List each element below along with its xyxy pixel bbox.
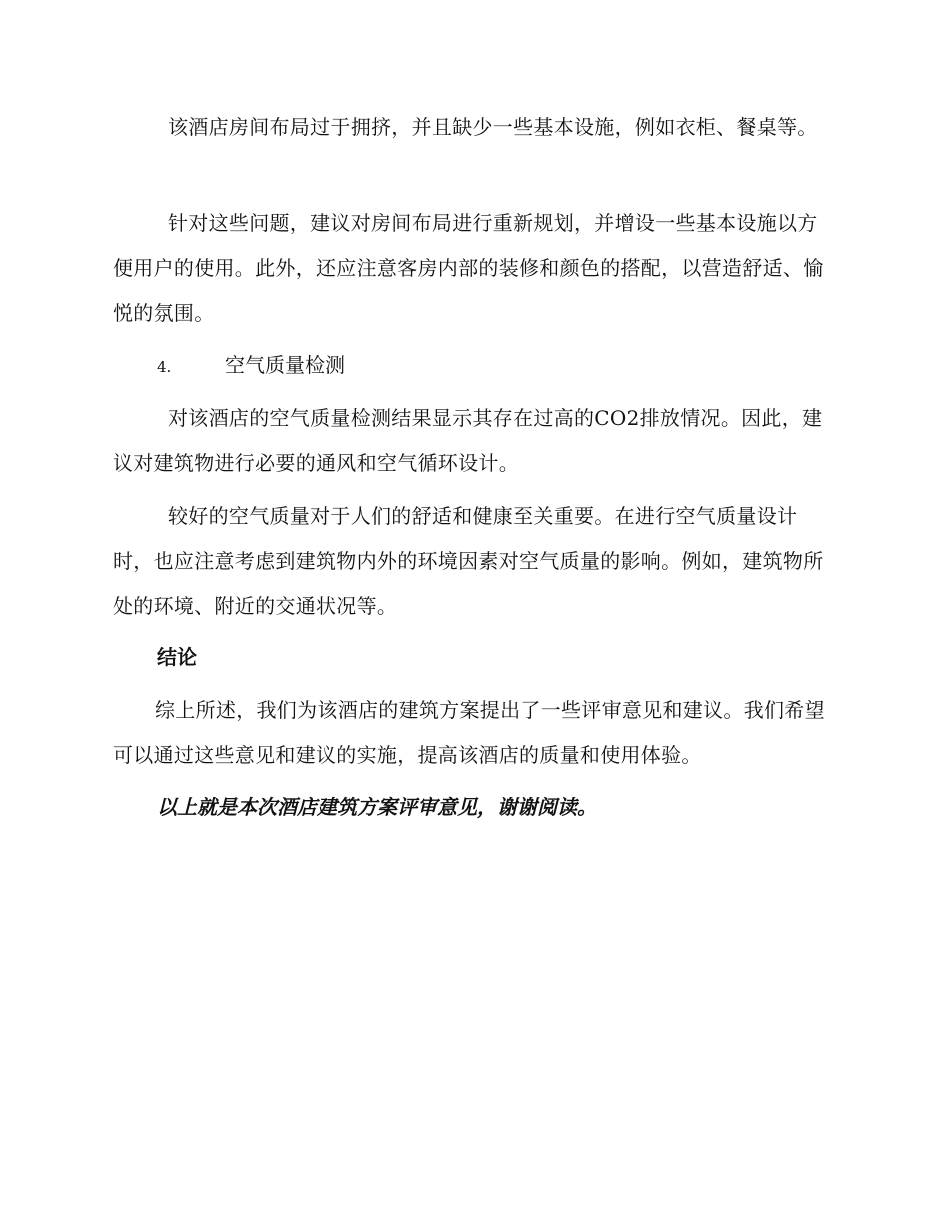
section-number: 4. (157, 358, 172, 376)
closing-line: 以上就是本次酒店建筑方案评审意见，谢谢阅读。 (157, 795, 597, 819)
conclusion-heading: 结论 (157, 645, 197, 669)
paragraph-air-test-result: 对该酒店的空气质量检测结果显示其存在过高的CO2排放情况。因此，建议对建筑物进行必要的通风和空气循环设计。 (113, 406, 823, 475)
paragraph-conclusion: 综上所述，我们为该酒店的建筑方案提出了一些评审意见和建议。我们希望可以通过这些意见和建议的实施，提高该酒店的质量和使用体验。 (113, 698, 825, 767)
paragraph-layout-suggestion: 针对这些问题，建议对房间布局进行重新规划，并增设一些基本设施以方便用户的使用。此外，还应注意客房内部的装修和颜色的搭配，以营造舒适、愉悦的氛围。 (113, 211, 824, 325)
paragraph-room-layout: 该酒店房间布局过于拥挤，并且缺少一些基本设施，例如衣柜、餐桌等。 (168, 115, 818, 139)
section-heading-air-quality (157, 345, 345, 387)
section-title: 空气质量检测 (225, 353, 345, 377)
paragraph-air-quality-importance: 较好的空气质量对于人们的舒适和健康至关重要。在进行空气质量设计时，也应注意考虑到建筑物内外的环境因素对空气质量的影响。例如，建筑物所处的环境、附近的交通状况等。 (113, 504, 824, 618)
